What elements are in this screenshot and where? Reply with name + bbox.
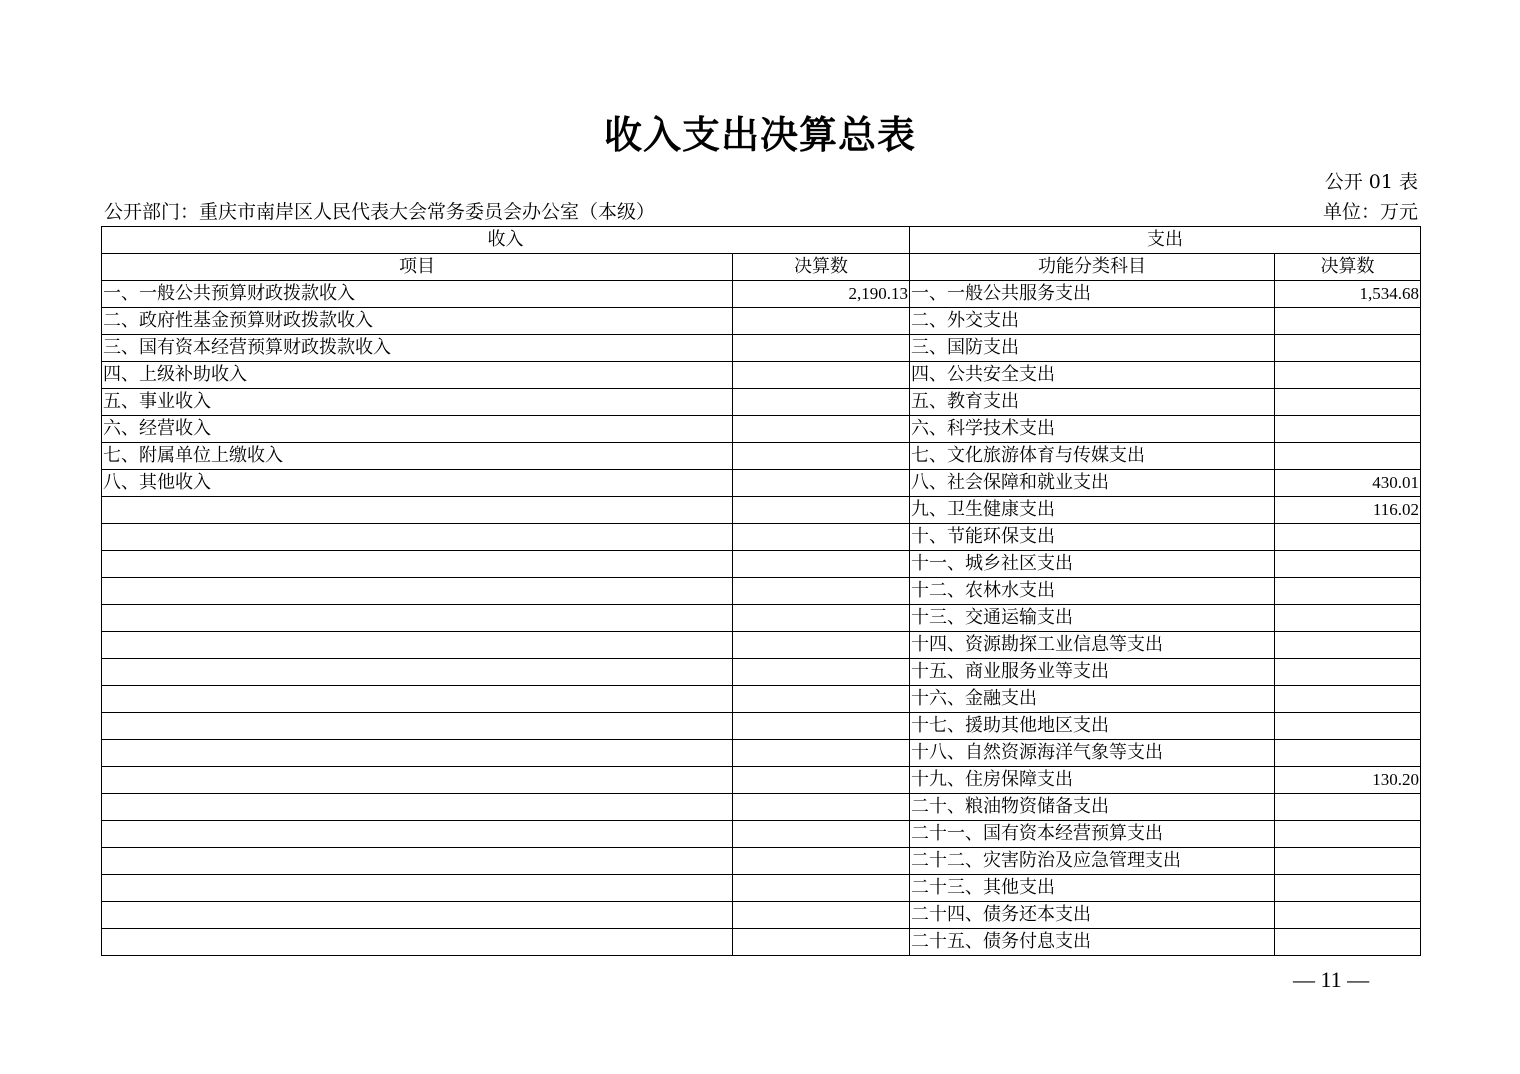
table-row <box>102 605 1421 632</box>
form-number: 公开 01 表 <box>1324 171 1418 193</box>
income-amount-cell <box>733 497 910 524</box>
page-number: — 11 — <box>1293 967 1370 992</box>
table-column-header-row <box>102 254 1421 281</box>
table-row <box>102 875 1421 902</box>
expense-amount-cell <box>1275 362 1421 389</box>
table-group-header-row <box>102 227 1421 254</box>
table-row <box>102 308 1421 335</box>
table-row <box>102 929 1421 956</box>
expense-amount-cell <box>1275 389 1421 416</box>
income-amount-cell <box>733 551 910 578</box>
income-item-cell: 八、其他收入 <box>102 470 733 497</box>
table-row <box>102 389 1421 416</box>
department-label: 公开部门：重庆市南岸区人民代表大会常务委员会办公室（本级） <box>104 201 656 223</box>
income-amount-cell <box>733 605 910 632</box>
income-amount-cell <box>733 470 910 497</box>
table-row <box>102 902 1421 929</box>
income-amount-cell <box>733 767 910 794</box>
expense-item-cell: 五、教育支出 <box>910 389 1275 416</box>
expense-amount-cell <box>1275 524 1421 551</box>
table-row <box>102 821 1421 848</box>
expense-item-cell: 二十二、灾害防治及应急管理支出 <box>910 848 1275 875</box>
income-amount-cell <box>733 794 910 821</box>
table-row <box>102 497 1421 524</box>
expense-amount-cell <box>1275 740 1421 767</box>
income-amount-cell <box>733 308 910 335</box>
table-row <box>102 416 1421 443</box>
expense-item-cell: 二十五、债务付息支出 <box>910 929 1275 956</box>
expense-amount-cell <box>1275 713 1421 740</box>
expense-item-cell: 六、科学技术支出 <box>910 416 1275 443</box>
expense-item-cell: 九、卫生健康支出 <box>910 497 1275 524</box>
page-title: 收入支出决算总表 <box>603 112 916 157</box>
income-amount-cell <box>733 848 910 875</box>
expense-amount-cell <box>1275 794 1421 821</box>
expense-item-cell: 二十一、国有资本经营预算支出 <box>910 821 1275 848</box>
table-row <box>102 767 1421 794</box>
unit-label: 单位：万元 <box>1322 201 1418 223</box>
income-amount-cell <box>733 632 910 659</box>
income-amount-cell <box>733 335 910 362</box>
expense-amount-cell <box>1275 578 1421 605</box>
table-row <box>102 551 1421 578</box>
table-row <box>102 740 1421 767</box>
table-row <box>102 713 1421 740</box>
income-item-cell: 一、一般公共预算财政拨款收入 <box>102 281 733 308</box>
income-amount-cell <box>733 578 910 605</box>
expense-item-cell: 十四、资源勘探工业信息等支出 <box>910 632 1275 659</box>
table-row <box>102 470 1421 497</box>
income-item-header: 项目 <box>102 254 733 281</box>
expense-amount-cell: 116.02 <box>1275 497 1421 524</box>
table-row <box>102 848 1421 875</box>
income-amount-cell <box>733 929 910 956</box>
table-row <box>102 794 1421 821</box>
income-item-cell <box>102 821 733 848</box>
expense-item-cell: 二十四、债务还本支出 <box>910 902 1275 929</box>
expense-item-cell: 十七、援助其他地区支出 <box>910 713 1275 740</box>
expense-amount-cell <box>1275 848 1421 875</box>
income-amount-cell: 2,190.13 <box>733 281 910 308</box>
expense-amount-cell <box>1275 443 1421 470</box>
income-item-cell <box>102 551 733 578</box>
expense-amount-cell <box>1275 335 1421 362</box>
income-item-cell: 六、经营收入 <box>102 416 733 443</box>
income-amount-cell <box>733 389 910 416</box>
income-item-cell <box>102 524 733 551</box>
expense-item-cell: 十六、金融支出 <box>910 686 1275 713</box>
income-item-cell <box>102 659 733 686</box>
income-amount-cell <box>733 902 910 929</box>
table-row <box>102 281 1421 308</box>
income-item-cell: 三、国有资本经营预算财政拨款收入 <box>102 335 733 362</box>
income-item-cell <box>102 686 733 713</box>
expense-amount-cell <box>1275 929 1421 956</box>
table-row <box>102 659 1421 686</box>
income-amount-cell <box>733 416 910 443</box>
income-item-cell <box>102 740 733 767</box>
expense-item-cell: 十八、自然资源海洋气象等支出 <box>910 740 1275 767</box>
income-amount-cell <box>733 659 910 686</box>
expense-amount-cell <box>1275 875 1421 902</box>
income-item-cell: 二、政府性基金预算财政拨款收入 <box>102 308 733 335</box>
expense-item-cell: 十一、城乡社区支出 <box>910 551 1275 578</box>
table-row <box>102 335 1421 362</box>
expense-group-header: 支出 <box>910 227 1421 254</box>
income-amount-cell <box>733 875 910 902</box>
expense-amount-cell <box>1275 902 1421 929</box>
expense-item-cell: 十三、交通运输支出 <box>910 605 1275 632</box>
income-item-cell <box>102 794 733 821</box>
expense-amount-cell: 430.01 <box>1275 470 1421 497</box>
income-item-cell <box>102 497 733 524</box>
income-amount-cell <box>733 362 910 389</box>
expense-item-cell: 二十、粮油物资储备支出 <box>910 794 1275 821</box>
expense-item-cell: 十九、住房保障支出 <box>910 767 1275 794</box>
expense-item-cell: 二、外交支出 <box>910 308 1275 335</box>
income-item-cell <box>102 902 733 929</box>
expense-amount-cell <box>1275 821 1421 848</box>
income-amount-cell <box>733 713 910 740</box>
expense-item-cell: 十二、农林水支出 <box>910 578 1275 605</box>
expense-item-cell: 十、节能环保支出 <box>910 524 1275 551</box>
expense-amount-cell: 1,534.68 <box>1275 281 1421 308</box>
income-group-header: 收入 <box>102 227 910 254</box>
expense-amount-cell <box>1275 659 1421 686</box>
income-item-cell: 四、上级补助收入 <box>102 362 733 389</box>
income-amount-cell <box>733 740 910 767</box>
expense-item-cell: 三、国防支出 <box>910 335 1275 362</box>
income-item-cell: 五、事业收入 <box>102 389 733 416</box>
table-row <box>102 632 1421 659</box>
expense-item-cell: 八、社会保障和就业支出 <box>910 470 1275 497</box>
expense-amount-cell <box>1275 551 1421 578</box>
expense-amount-header: 决算数 <box>1275 254 1421 281</box>
income-item-cell <box>102 875 733 902</box>
expense-item-cell: 十五、商业服务业等支出 <box>910 659 1275 686</box>
table-row <box>102 524 1421 551</box>
income-item-cell <box>102 848 733 875</box>
income-amount-cell <box>733 686 910 713</box>
expense-item-header: 功能分类科目 <box>910 254 1275 281</box>
table-row <box>102 578 1421 605</box>
income-item-cell <box>102 767 733 794</box>
income-amount-cell <box>733 443 910 470</box>
income-item-cell <box>102 605 733 632</box>
income-item-cell <box>102 578 733 605</box>
expense-amount-cell <box>1275 632 1421 659</box>
table-row <box>102 362 1421 389</box>
expense-amount-cell <box>1275 686 1421 713</box>
budget-summary-table <box>101 226 1421 956</box>
income-item-cell <box>102 713 733 740</box>
expense-item-cell: 一、一般公共服务支出 <box>910 281 1275 308</box>
income-item-cell <box>102 929 733 956</box>
table-row <box>102 686 1421 713</box>
expense-amount-cell: 130.20 <box>1275 767 1421 794</box>
table-row <box>102 443 1421 470</box>
expense-amount-cell <box>1275 308 1421 335</box>
income-amount-header: 决算数 <box>733 254 910 281</box>
income-amount-cell <box>733 524 910 551</box>
income-item-cell <box>102 632 733 659</box>
expense-amount-cell <box>1275 605 1421 632</box>
expense-item-cell: 二十三、其他支出 <box>910 875 1275 902</box>
expense-amount-cell <box>1275 416 1421 443</box>
expense-item-cell: 七、文化旅游体育与传媒支出 <box>910 443 1275 470</box>
income-item-cell: 七、附属单位上缴收入 <box>102 443 733 470</box>
expense-item-cell: 四、公共安全支出 <box>910 362 1275 389</box>
income-amount-cell <box>733 821 910 848</box>
